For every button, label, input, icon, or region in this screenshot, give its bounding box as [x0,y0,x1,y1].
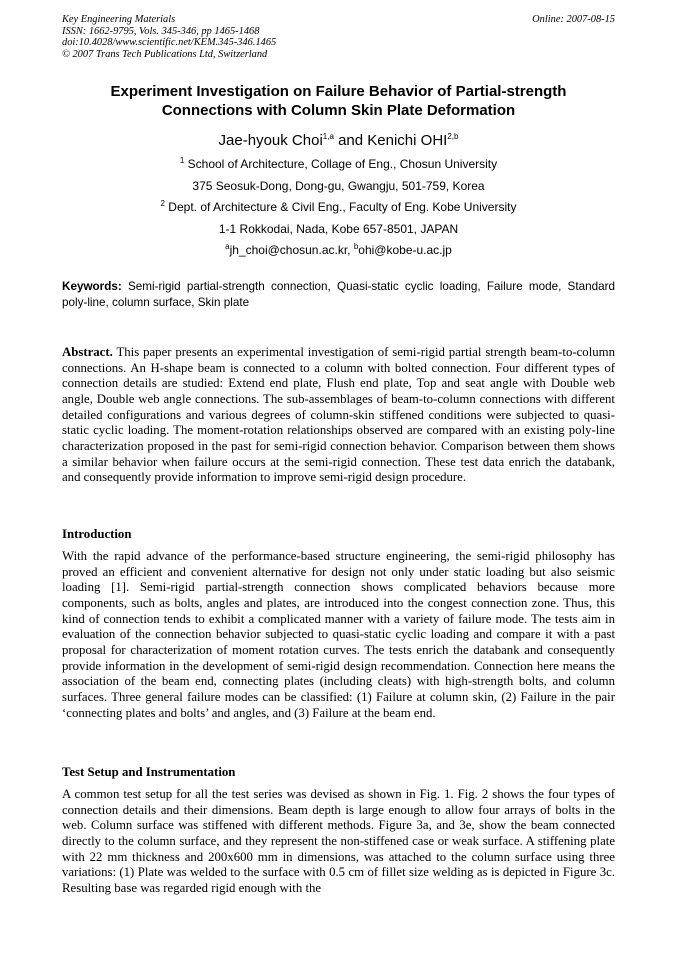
journal-name: Key Engineering Materials [62,14,176,25]
journal-header [62,14,276,61]
email-line [62,243,615,257]
author-line [62,132,615,149]
aff2-sup: 2 [160,199,165,208]
keywords-label: Keywords: [62,280,122,293]
email-a[interactable]: jh_choi@chosun.ac.kr, [229,243,354,257]
paper-title [62,82,615,120]
aff1-sup: 1 [179,156,185,165]
keywords-text: Semi-rigid partial-strength connection, Quasi-static cyclic loading, Failure mode, Standard poly-line, column surface, Skin plate [62,280,615,309]
affiliation-1 [62,157,615,171]
author-1: Jae-hyouk Choi [218,132,323,149]
abstract-label: Abstract. [62,345,113,359]
online-date: Online: 2007-08-15 [532,14,615,25]
copyright-line: © 2007 Trans Tech Publications Ltd, Switzerland [62,49,268,61]
aff1-text: School of Architecture, Collage of Eng., Chosun University [184,157,498,171]
introduction-text: With the rapid advance of the performance-based structure engineering, the semi-rigid philosophy has proved an efficient and convenient alternative for design not only under static loading but also seismic loading [1]. Semi-rigid partial-strength connection shows complicated behaviors because more components, such as bolts, angles and plates, are introduced into the congest connection zone. Thus, this kind of connection tends to exhibit a complicated manner with a variety of failure mode. The tests aim in evaluation of the connection behavior subjected to quasi-static cyclic loading and compare it with a past proposal for characterization of moment rotation curves. The tests enrich the databank and consequently provide information in the development of semi-rigid design recommendation. Connection here means the association of the beam end, connecting plates (including cleats) with high-strength bolts, and column surfaces. Three general failure modes can be classified: (1) Failure at column skin, (2) Failure in the pair ‘connecting plates and bolts’ and angles, and (3) Failure at the beam end. [62,549,615,720]
author-and: and [333,132,368,149]
keywords [62,279,615,310]
abstract-text: This paper presents an experimental investigation of semi-rigid partial strength beam-to-column connections. An H-shape beam is connected to a column with bolted connection. Four different types of connection details are studied: Extend end plate, Flush end plate, Top and seat angle with Double web angle, Double web angle connections. The sub-assemblages of beam-to-column connections with different detailed configurations and various degrees of column-skin stiffened conditions were subjected to quasi-static cyclic loading. The moment-rotation relationships observed are compared with an existing poly-line characterization proposed in the past for semi-rigid connection behavior. Comparison between them shows a similar behavior when failure occurs at the semi-rigid connection. These test data enrich the databank, and consequently provide information to improve semi-rigid design procedure. [62,345,615,485]
affiliation-1-address: 375 Seosuk-Dong, Dong-gu, Gwangju, 501-759, Korea [192,179,485,193]
test-setup-heading: Test Setup and Instrumentation [62,765,236,779]
issn-line: ISSN: 1662-9795, Vols. 345-346, pp 1465-1468 [62,25,260,37]
author-2-sup: 2,b [447,132,459,141]
abstract [62,345,615,486]
email-a-sup: a [225,242,230,251]
doi-line: doi:10.4028/www.scientific.net/KEM.345-346.1465 [62,37,277,49]
author-1-sup: 1,a [322,132,334,141]
email-b-sup: b [353,242,359,251]
title-line-2: Connections with Column Skin Plate Deformation [161,102,516,119]
introduction-heading: Introduction [62,527,132,541]
affiliation-2-address: 1-1 Rokkodai, Nada, Kobe 657-8501, JAPAN [218,222,459,236]
test-setup-text: A common test setup for all the test series was devised as shown in Fig. 1. Fig. 2 shows the four types of connection details and their dimensions. Beam depth is large enough to allow four arrays of bolts in the web. Column surface was stiffened with different methods. Figure 3a, and 3e, show the beam connected directly to the column surface, and they represent the non-stiffened case or weak surface. A stiffening plate with 22 mm thickness and 200x600 mm in dimensions, was attached to the column surface using three variations: (1) Plate was welded to the surface with 0.5 cm of fillet size welding as is depicted in Figure 3c. Resulting base was regarded rigid enough with the [62,787,615,895]
affiliation-2 [62,200,615,214]
title-line-1: Experiment Investigation on Failure Behavior of Partial-strength [110,83,567,100]
author-2: Kenichi OHI [367,132,448,149]
aff2-text: Dept. of Architecture & Civil Eng., Faculty of Eng. Kobe University [164,200,517,214]
email-b[interactable]: ohi@kobe-u.ac.jp [358,243,452,257]
